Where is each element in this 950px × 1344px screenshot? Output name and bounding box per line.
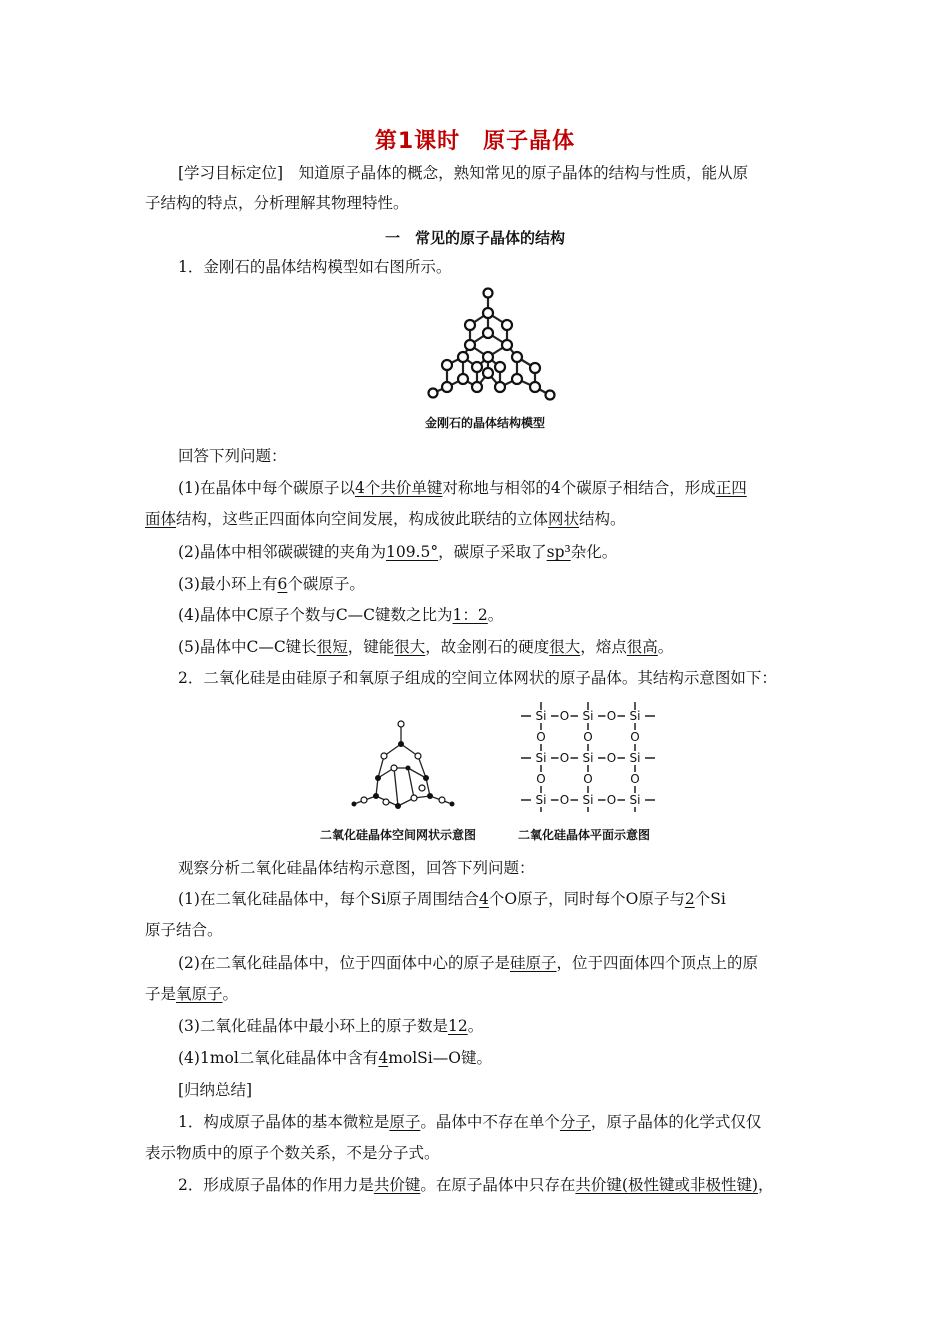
summary-heading: [归纳总结]	[178, 1081, 253, 1099]
s3: (3)二氧化硅晶体中最小环上的原子数是12。	[178, 1017, 484, 1035]
o-atom: O	[583, 772, 593, 786]
item1-intro: 1．金刚石的晶体结构模型如右图所示。	[178, 258, 452, 276]
si-atom: Si	[629, 793, 641, 807]
q4: (4)晶体中C原子个数与C—C键数之比为1：2。	[178, 606, 504, 624]
sio2-plane-figure	[516, 700, 656, 812]
item2-intro: 2．二氧化硅是由硅原子和氧原子组成的空间立体网状的原子晶体。其结构示意图如下：	[178, 669, 777, 687]
s1-line1: (1)在二氧化硅晶体中，每个Si原子周围结合4个O原子，同时每个O原子与2个Si	[178, 890, 726, 908]
q1-line1: (1)在晶体中每个碳原子以4个共价单键对称地与相邻的4个碳原子相结合，形成正四	[178, 479, 747, 497]
o-atom: O	[630, 772, 640, 786]
o-atom: O	[559, 751, 570, 765]
diamond-structure-figure	[425, 283, 560, 403]
sum2: 2．形成原子晶体的作用力是共价键。在原子晶体中只存在共价键(极性键或非极性键)，	[178, 1176, 774, 1194]
o-atom: O	[559, 793, 570, 807]
q1-line2: 面体结构，这些正四面体向空间发展，构成彼此联结的立体网状结构。	[145, 510, 626, 528]
q3: (3)最小环上有6个碳原子。	[178, 575, 365, 593]
sio2-plane-caption: 二氧化硅晶体平面示意图	[518, 828, 651, 842]
si-atom: Si	[629, 751, 641, 765]
si-atom: Si	[582, 793, 594, 807]
sio2-3d-caption: 二氧化硅晶体空间网状示意图	[320, 828, 477, 842]
o-atom: O	[606, 793, 617, 807]
observe-prompt: 观察分析二氧化硅晶体结构示意图，回答下列问题：	[178, 859, 535, 877]
q2: (2)晶体中相邻碳碳键的夹角为109.5°，碳原子采取了sp³杂化。	[178, 543, 618, 561]
si-atom: Si	[535, 793, 547, 807]
si-atom: Si	[582, 751, 594, 765]
sum1-line2: 表示物质中的原子个数关系，不是分子式。	[145, 1144, 440, 1162]
si-atom: Si	[535, 709, 547, 723]
s4: (4)1mol二氧化硅晶体中含有4molSi—O键。	[178, 1049, 492, 1067]
diamond-caption: 金刚石的晶体结构模型	[425, 416, 546, 430]
s2-line2: 子是氧原子。	[145, 985, 239, 1003]
section-heading: 一 常见的原子晶体的结构	[384, 229, 565, 247]
si-atom: Si	[629, 709, 641, 723]
sum1-line1: 1．构成原子晶体的基本微粒是原子。晶体中不存在单个分子，原子晶体的化学式仅仅	[178, 1113, 762, 1131]
o-atom: O	[606, 709, 617, 723]
o-atom: O	[583, 730, 593, 744]
si-atom: Si	[535, 751, 547, 765]
o-atom: O	[606, 751, 617, 765]
objective-line1: [学习目标定位] 知道原子晶体的概念，熟知常见的原子晶体的结构与性质，能从原	[178, 164, 749, 182]
answer-prompt: 回答下列问题：	[178, 447, 287, 465]
page-title: 第1课时 原子晶体	[374, 129, 576, 154]
sio2-3d-figure	[346, 716, 466, 816]
q5: (5)晶体中C—C键长很短，键能很大，故金刚石的硬度很大，熔点很高。	[178, 638, 674, 656]
o-atom: O	[536, 730, 546, 744]
o-atom: O	[559, 709, 570, 723]
o-atom: O	[630, 730, 640, 744]
s2-line1: (2)在二氧化硅晶体中，位于四面体中心的原子是硅原子，位于四面体四个顶点上的原	[178, 954, 758, 972]
s1-line2: 原子结合。	[145, 921, 223, 939]
objective-line2: 子结构的特点，分析理解其物理特性。	[145, 194, 409, 212]
o-atom: O	[536, 772, 546, 786]
si-atom: Si	[582, 709, 594, 723]
